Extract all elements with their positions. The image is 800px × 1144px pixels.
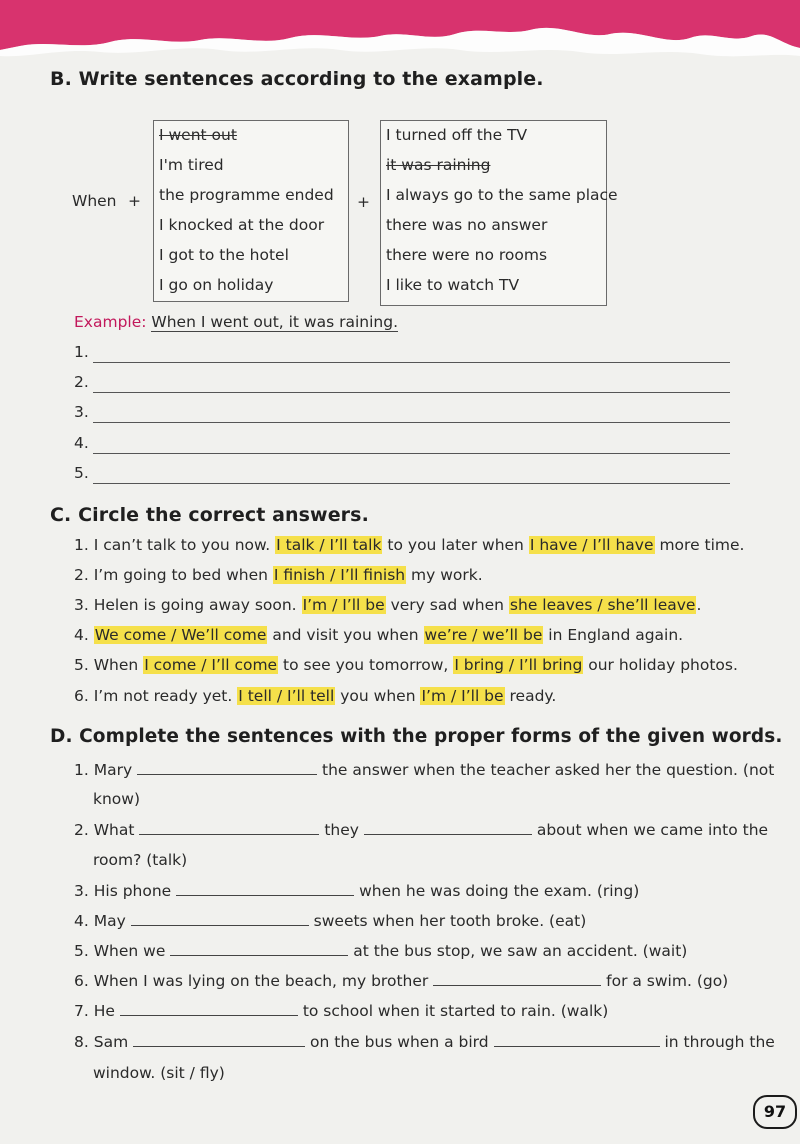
item-continuation: room? (talk) — [93, 851, 188, 869]
fill-item — [74, 881, 639, 900]
item-number: 2. — [74, 821, 89, 839]
answer-choice[interactable]: I’m / I’ll be — [302, 596, 385, 614]
blank-field[interactable] — [120, 1001, 298, 1016]
item-text: When — [93, 656, 139, 674]
section-d-title: D. Complete the sentences with the proper forms of the given words. — [50, 726, 783, 747]
answer-line[interactable] — [93, 362, 730, 363]
item-text: the answer when the teacher asked her the question. (not — [322, 761, 775, 779]
blank-field[interactable] — [494, 1032, 660, 1047]
answer-number: 4. — [74, 434, 89, 452]
item-text: to see you tomorrow, — [283, 656, 449, 674]
answer-choice[interactable]: I have / I’ll have — [529, 536, 654, 554]
answer-choice[interactable]: I finish / I’ll finish — [273, 566, 406, 584]
example-text: When I went out, it was raining. — [151, 313, 399, 331]
answer-number: 2. — [74, 373, 89, 391]
example-label: Example: — [74, 313, 147, 331]
blank-field[interactable] — [433, 971, 601, 986]
item-text: on the bus when a bird — [310, 1033, 489, 1051]
fill-item — [74, 760, 774, 779]
blank-field[interactable] — [137, 760, 317, 775]
answer-line[interactable] — [93, 483, 730, 484]
answer-line[interactable] — [93, 422, 730, 423]
item-continuation: window. (sit / fly) — [93, 1064, 225, 1082]
item-text: our holiday photos. — [588, 656, 738, 674]
item-text: He — [93, 1002, 115, 1020]
item-text: Mary — [93, 761, 133, 779]
left-clause-item: I go on holiday — [159, 276, 274, 294]
circle-item — [74, 596, 701, 614]
answer-choice[interactable]: we’re / we’ll be — [424, 626, 543, 644]
blank-field[interactable] — [133, 1032, 305, 1047]
right-clause-item: I always go to the same place — [386, 186, 618, 204]
item-text: I’m going to bed when — [93, 566, 268, 584]
blank-field[interactable] — [176, 881, 354, 896]
item-number: 4. — [74, 626, 89, 644]
left-clause-item: I'm tired — [159, 156, 224, 174]
left-clause-item: the programme ended — [159, 186, 334, 204]
blank-field[interactable] — [131, 911, 309, 926]
answer-choice[interactable]: I bring / I’ll bring — [454, 656, 583, 674]
item-text: I’m not ready yet. — [93, 687, 233, 705]
answer-number: 5. — [74, 464, 89, 482]
item-number: 7. — [74, 1002, 89, 1020]
item-number: 5. — [74, 656, 89, 674]
item-text: when he was doing the exam. (ring) — [359, 882, 640, 900]
item-text: sweets when her tooth broke. (eat) — [313, 912, 587, 930]
answer-number: 3. — [74, 403, 89, 421]
item-text: . — [696, 596, 702, 614]
when-label: When — [72, 192, 117, 210]
item-text: and visit you when — [272, 626, 419, 644]
circle-item — [74, 656, 738, 674]
circle-item — [74, 687, 556, 705]
item-text: you when — [340, 687, 416, 705]
answer-line[interactable] — [93, 392, 730, 393]
section-b-title: B. Write sentences according to the example. — [50, 68, 544, 90]
left-clause-item: I went out — [159, 126, 237, 144]
answer-choice[interactable]: I’m / I’ll be — [421, 687, 504, 705]
item-text: for a swim. (go) — [606, 972, 729, 990]
example-row — [74, 313, 398, 331]
right-clause-item: there were no rooms — [386, 246, 548, 264]
item-text: His phone — [93, 882, 172, 900]
right-clause-item: there was no answer — [386, 216, 548, 234]
right-clause-item: I like to watch TV — [386, 276, 520, 294]
item-text: May — [93, 912, 126, 930]
item-text: very sad when — [390, 596, 504, 614]
answer-choice[interactable]: We come / We’ll come — [94, 626, 267, 644]
right-clause-box — [380, 120, 618, 306]
item-number: 6. — [74, 687, 89, 705]
plus-sign: + — [128, 192, 141, 210]
item-text: ready. — [509, 687, 557, 705]
item-text: about when we came into the — [536, 821, 769, 839]
item-number: 1. — [74, 536, 89, 554]
fill-item — [74, 1032, 775, 1051]
page-number: 97 — [753, 1095, 797, 1129]
item-text: to you later when — [387, 536, 524, 554]
circle-item — [74, 566, 483, 584]
answer-choice[interactable]: I come / I’ll come — [144, 656, 278, 674]
answer-choice[interactable]: I talk / I’ll talk — [276, 536, 382, 554]
item-text: in England again. — [548, 626, 684, 644]
blank-field[interactable] — [139, 820, 319, 835]
item-text: I can’t talk to you now. — [93, 536, 271, 554]
fill-item — [74, 941, 687, 960]
item-text: my work. — [411, 566, 483, 584]
answer-number: 1. — [74, 343, 89, 361]
answer-choice[interactable]: she leaves / she’ll leave — [509, 596, 696, 614]
decorative-header-band — [0, 0, 800, 62]
blank-field[interactable] — [364, 820, 532, 835]
item-text: to school when it started to rain. (walk) — [302, 1002, 609, 1020]
item-text: Helen is going away soon. — [93, 596, 297, 614]
answer-line[interactable] — [93, 453, 730, 454]
right-clause-item: I turned off the TV — [386, 126, 528, 144]
fill-item — [74, 971, 728, 990]
item-text: they — [324, 821, 359, 839]
circle-item — [74, 536, 744, 554]
answer-choice[interactable]: I tell / I’ll tell — [238, 687, 335, 705]
item-number: 4. — [74, 912, 89, 930]
left-clause-box — [153, 120, 349, 302]
item-number: 8. — [74, 1033, 89, 1051]
item-number: 6. — [74, 972, 89, 990]
left-clause-item: I knocked at the door — [159, 216, 325, 234]
item-number: 1. — [74, 761, 89, 779]
item-text: Sam — [93, 1033, 129, 1051]
item-number: 2. — [74, 566, 89, 584]
fill-item — [74, 1001, 608, 1020]
item-continuation: know) — [93, 790, 141, 808]
item-text: more time. — [659, 536, 745, 554]
item-text: When we — [93, 942, 166, 960]
right-clause-item: it was raining — [386, 156, 491, 174]
item-number: 3. — [74, 596, 89, 614]
item-number: 5. — [74, 942, 89, 960]
circle-item — [74, 626, 683, 644]
fill-item — [74, 820, 768, 839]
item-number: 3. — [74, 882, 89, 900]
item-text: What — [93, 821, 135, 839]
plus-sign: + — [357, 193, 370, 211]
item-text: When I was lying on the beach, my brother — [93, 972, 429, 990]
item-text: at the bus stop, we saw an accident. (wait) — [353, 942, 688, 960]
fill-item — [74, 911, 586, 930]
left-clause-item: I got to the hotel — [159, 246, 289, 264]
section-c-title: C. Circle the correct answers. — [50, 504, 369, 526]
blank-field[interactable] — [170, 941, 348, 956]
item-text: in through the — [664, 1033, 775, 1051]
